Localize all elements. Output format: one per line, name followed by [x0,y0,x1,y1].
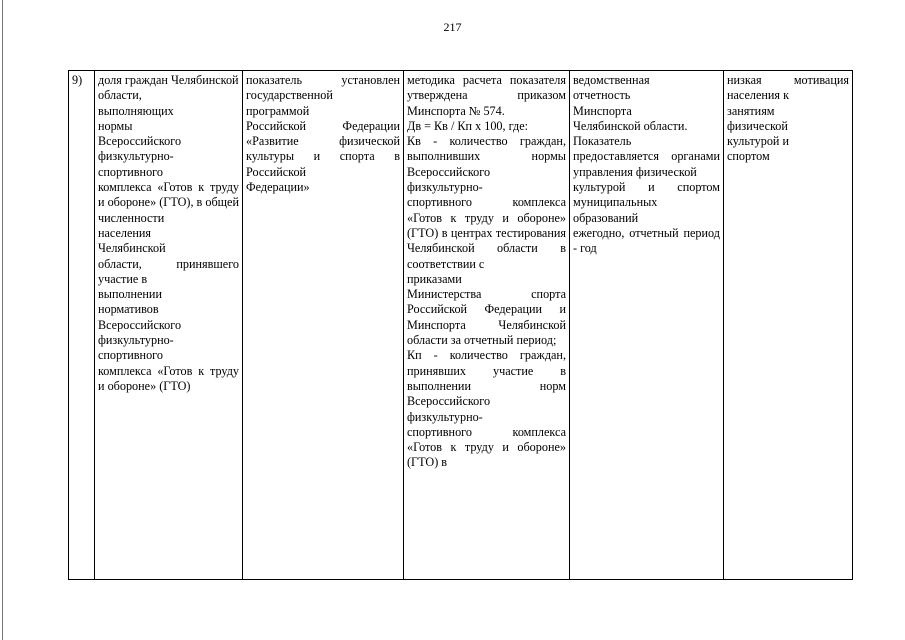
methodology-text: методика расчета показателя утверждена приказом Минспорта № 574. Дв = Кв / Кп х 100, где: Кв - количество граждан, выполнивших нормы Всероссийского физкультурно- спортивного комплекса «Готов к труду и обороне» (ГТО) в центрах тестирования Челябинской области в соответствии с приказами Министерства спорта Российской Федерации и Минспорта Челябинской области за отчетный период; Кп - количество граждан, принявших участие в выполнении норм Всероссийского физкультурно- спортивного комплекса «Готов к труду и обороне» (ГТО) в [407,73,566,470]
factors-cell [724,71,853,580]
data-source-cell [570,71,724,580]
table-row [69,71,853,580]
page-edge-line [2,0,3,640]
basis-text: показатель установлен государственной программой Российской Федерации «Развитие физической культуры и спорта в Российской Федерации» [246,73,400,195]
indicator-name: доля граждан Челябинской области, выполняющих нормы Всероссийского физкультурно- спортивного комплекса «Готов к труду и обороне» (ГТО), в общей численности населения Челябинской области, принявшего участие в выполнении нормативов Всероссийского физкультурно- спортивного комплекса «Готов к труду и обороне» (ГТО) [98,73,239,393]
row-number: 9) [72,73,83,87]
indicator-name-cell [95,71,243,580]
methodology-cell [404,71,570,580]
row-number-cell [69,71,95,580]
factors-text: низкая мотивация населения к занятиям физической культурой и спортом [727,73,849,164]
basis-cell [243,71,404,580]
data-source-text: ведомственная отчетность Минспорта Челябинской области. Показатель предоставляется органами управления физической культурой и спортом муниципальных образований ежегодно, отчетный период - год [573,73,720,256]
page-number: 217 [443,20,462,34]
indicator-table [68,70,853,580]
